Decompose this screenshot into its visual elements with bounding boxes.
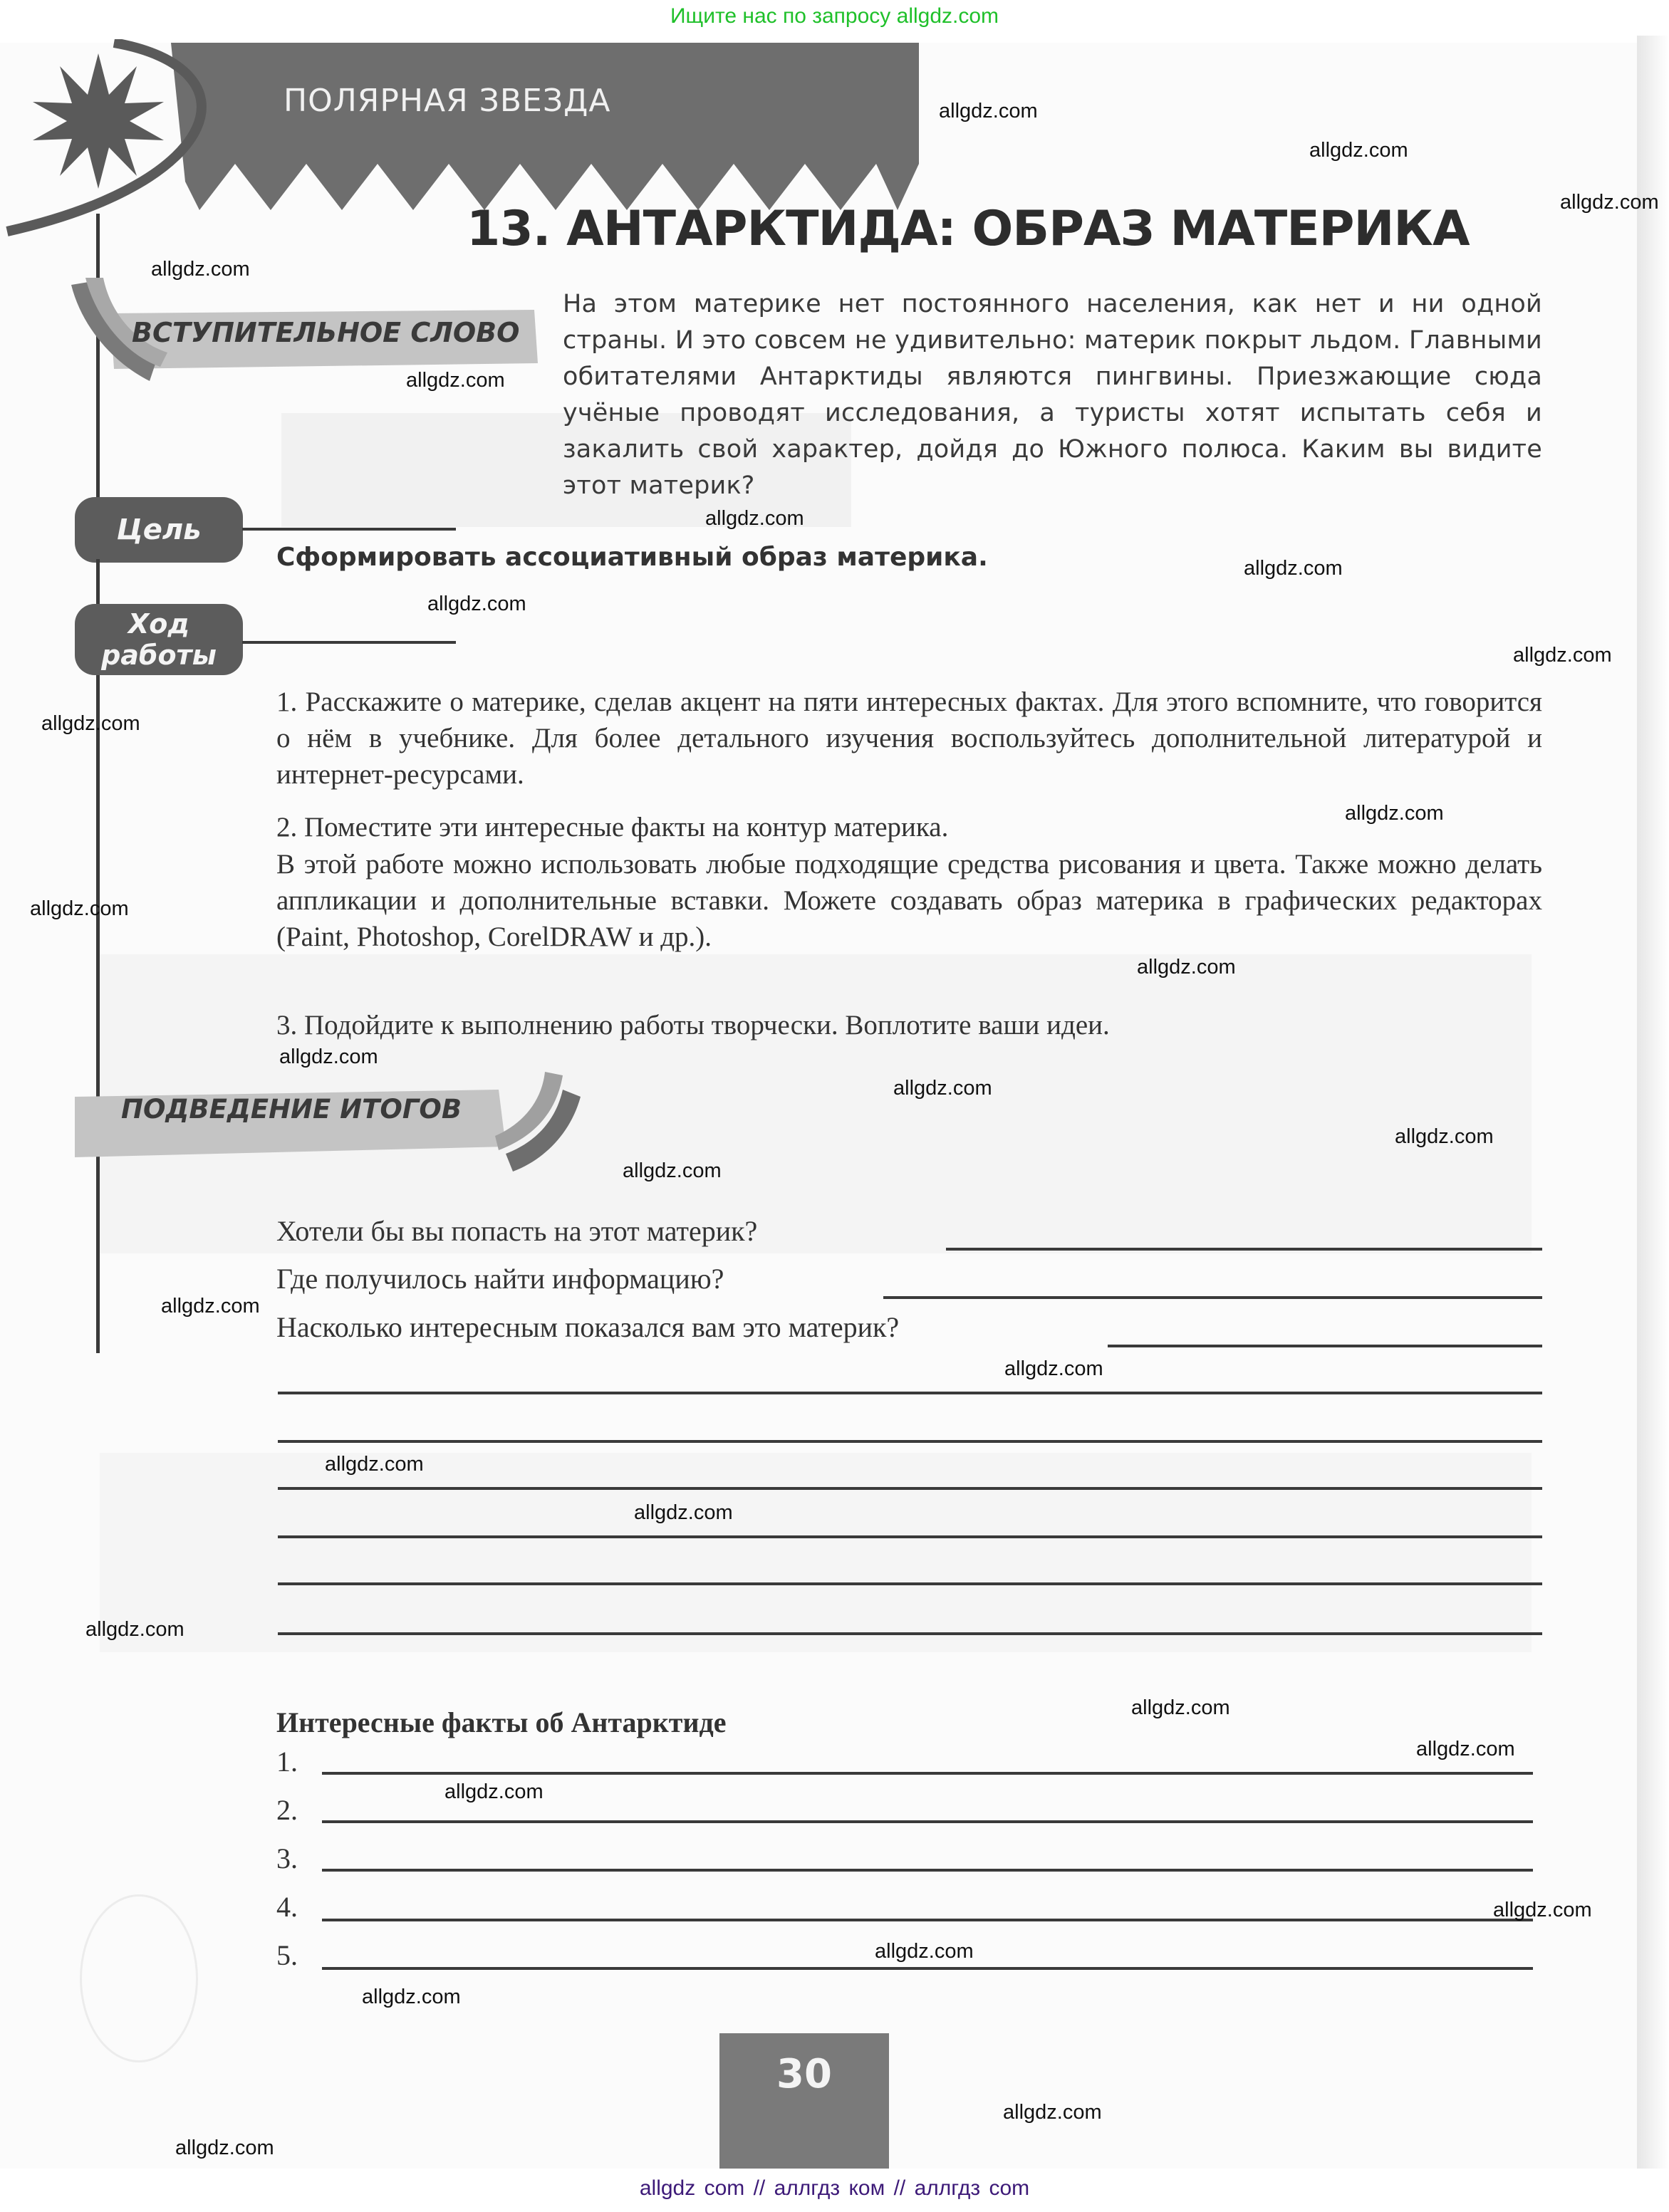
watermark-text: allgdz.com (705, 507, 804, 530)
watermark-text: allgdz.com (427, 593, 526, 615)
goal-text: Сформировать ассоциативный образ материка. (276, 543, 988, 572)
watermark-text: allgdz.com (875, 1940, 974, 1963)
answer-line[interactable] (278, 1392, 1542, 1394)
answer-line[interactable] (1108, 1345, 1542, 1347)
page-number: 30 (776, 2051, 832, 2097)
page-edge (1637, 36, 1669, 2169)
watermark-text: allgdz.com (1309, 139, 1408, 162)
summary-question-1: Хотели бы вы попасть на этот материк? (276, 1215, 758, 1247)
answer-line[interactable] (278, 1535, 1542, 1538)
procedure-step-1: 1. Расскажите о материке, сделав акцент на пяти интересных фактах. Для этого вспомните, что говорится о нём в учебнике. Для более детального изучения воспользуйтесь дополнительной литературой и интернет-ресурсами. (276, 687, 1542, 790)
summary-section-label: ПОДВЕДЕНИЕ ИТОГОВ (121, 1094, 462, 1125)
watermark-text: allgdz.com (1513, 644, 1612, 667)
goal-label: Цель (75, 497, 243, 563)
procedure-label-line2: работы (101, 640, 217, 671)
answer-line[interactable] (278, 1632, 1542, 1635)
watermark-text: allgdz.com (444, 1780, 544, 1803)
summary-question-2: Где получилось найти информацию? (276, 1263, 724, 1295)
watermark-text: allgdz.com (85, 1618, 184, 1641)
show-through-block (100, 1453, 1532, 1652)
watermark-text: allgdz.com (939, 100, 1038, 122)
watermark-text: allgdz.com (1137, 956, 1236, 979)
summary-ribbon (71, 1068, 598, 1189)
watermark-text: allgdz.com (1416, 1738, 1515, 1760)
fact-number: 2. (276, 1794, 298, 1826)
fact-answer-line[interactable] (322, 1820, 1533, 1823)
watermark-text: allgdz.com (406, 369, 505, 392)
watermark-text: allgdz.com (1395, 1125, 1494, 1148)
answer-line[interactable] (278, 1440, 1542, 1443)
answer-line[interactable] (883, 1296, 1542, 1299)
watermark-text: allgdz.com (623, 1159, 722, 1182)
procedure-label (75, 604, 243, 675)
footer-watermark[interactable]: allgdz com // аллгдз ком // аллгдз com (639, 2176, 1030, 2200)
fact-answer-line[interactable] (322, 1869, 1533, 1872)
fact-number: 1. (276, 1746, 298, 1778)
watermark-text: allgdz.com (30, 897, 129, 920)
procedure-connector (242, 641, 456, 644)
watermark-text: allgdz.com (325, 1453, 424, 1476)
watermark-text: allgdz.com (151, 258, 250, 281)
watermark-text: allgdz.com (1345, 802, 1444, 825)
goal-procedure-connector (96, 559, 100, 609)
fact-answer-line[interactable] (322, 1919, 1533, 1921)
watermark-text: allgdz.com (893, 1077, 992, 1100)
procedure-note: В этой работе можно использовать любые подходящие средства рисования и цвета. Также можно делать аппликации и дополнительные вставки. Можете создавать образ материка в графических редакторах (Paint, Photoshop, CorelDRAW и др.). (276, 849, 1542, 952)
fact-number: 4. (276, 1891, 298, 1923)
watermark-text: allgdz.com (1493, 1899, 1592, 1921)
watermark-text: allgdz.com (279, 1045, 378, 1068)
watermark-text: allgdz.com (1003, 2101, 1102, 2124)
watermark-text: allgdz.com (175, 2137, 274, 2159)
answer-line[interactable] (946, 1248, 1542, 1251)
watermark-text: allgdz.com (1560, 191, 1659, 214)
fact-number: 3. (276, 1842, 298, 1874)
procedure-label-line1: Ход (128, 608, 190, 640)
watermark-text: allgdz.com (1244, 557, 1343, 580)
fact-answer-line[interactable] (322, 1772, 1533, 1775)
watermark-text: allgdz.com (161, 1295, 260, 1318)
watermark-text: allgdz.com (362, 1986, 461, 2008)
page-title: 13. АНТАРКТИДА: ОБРАЗ МАТЕРИКА (467, 201, 1470, 257)
procedure-step-3: 3. Подойдите к выполнению работы творчески. Воплотите ваши идеи. (276, 1010, 1110, 1040)
polar-star-icon (28, 53, 171, 196)
watermark-text: allgdz.com (41, 712, 140, 735)
answer-line[interactable] (278, 1487, 1542, 1490)
facts-title: Интересные факты об Антарктиде (276, 1706, 727, 1738)
series-name: ПОЛЯРНАЯ ЗВЕЗДА (284, 83, 611, 119)
summary-question-3: Насколько интересным показался вам это материк? (276, 1311, 900, 1343)
intro-paragraph: На этом материке нет постоянного населения, как нет и ни одной страны. И это совсем не удивительно: материк покрыт льдом. Главными обитателями Антарктиды являются пингвины. Приезжающие сюда учёные проводят исследования, а туристы хотят испытать себя и закалить свой характер, дойдя до Южного полюса. Каким вы видите этот материк? (563, 290, 1542, 500)
fact-answer-line[interactable] (322, 1967, 1533, 1970)
top-watermark[interactable]: Ищите нас по запросу allgdz.com (670, 4, 999, 28)
watermark-text: allgdz.com (1131, 1696, 1230, 1719)
watermark-text: allgdz.com (1004, 1357, 1103, 1380)
intro-section-label: ВСТУПИТЕЛЬНОЕ СЛОВО (132, 317, 520, 348)
show-through-circle (80, 1894, 198, 2062)
goal-connector (242, 528, 456, 531)
watermark-text: allgdz.com (634, 1501, 733, 1524)
answer-line[interactable] (278, 1582, 1542, 1585)
procedure-step-2: 2. Поместите эти интересные факты на контур материка. (276, 812, 949, 842)
fact-number: 5. (276, 1939, 298, 1971)
